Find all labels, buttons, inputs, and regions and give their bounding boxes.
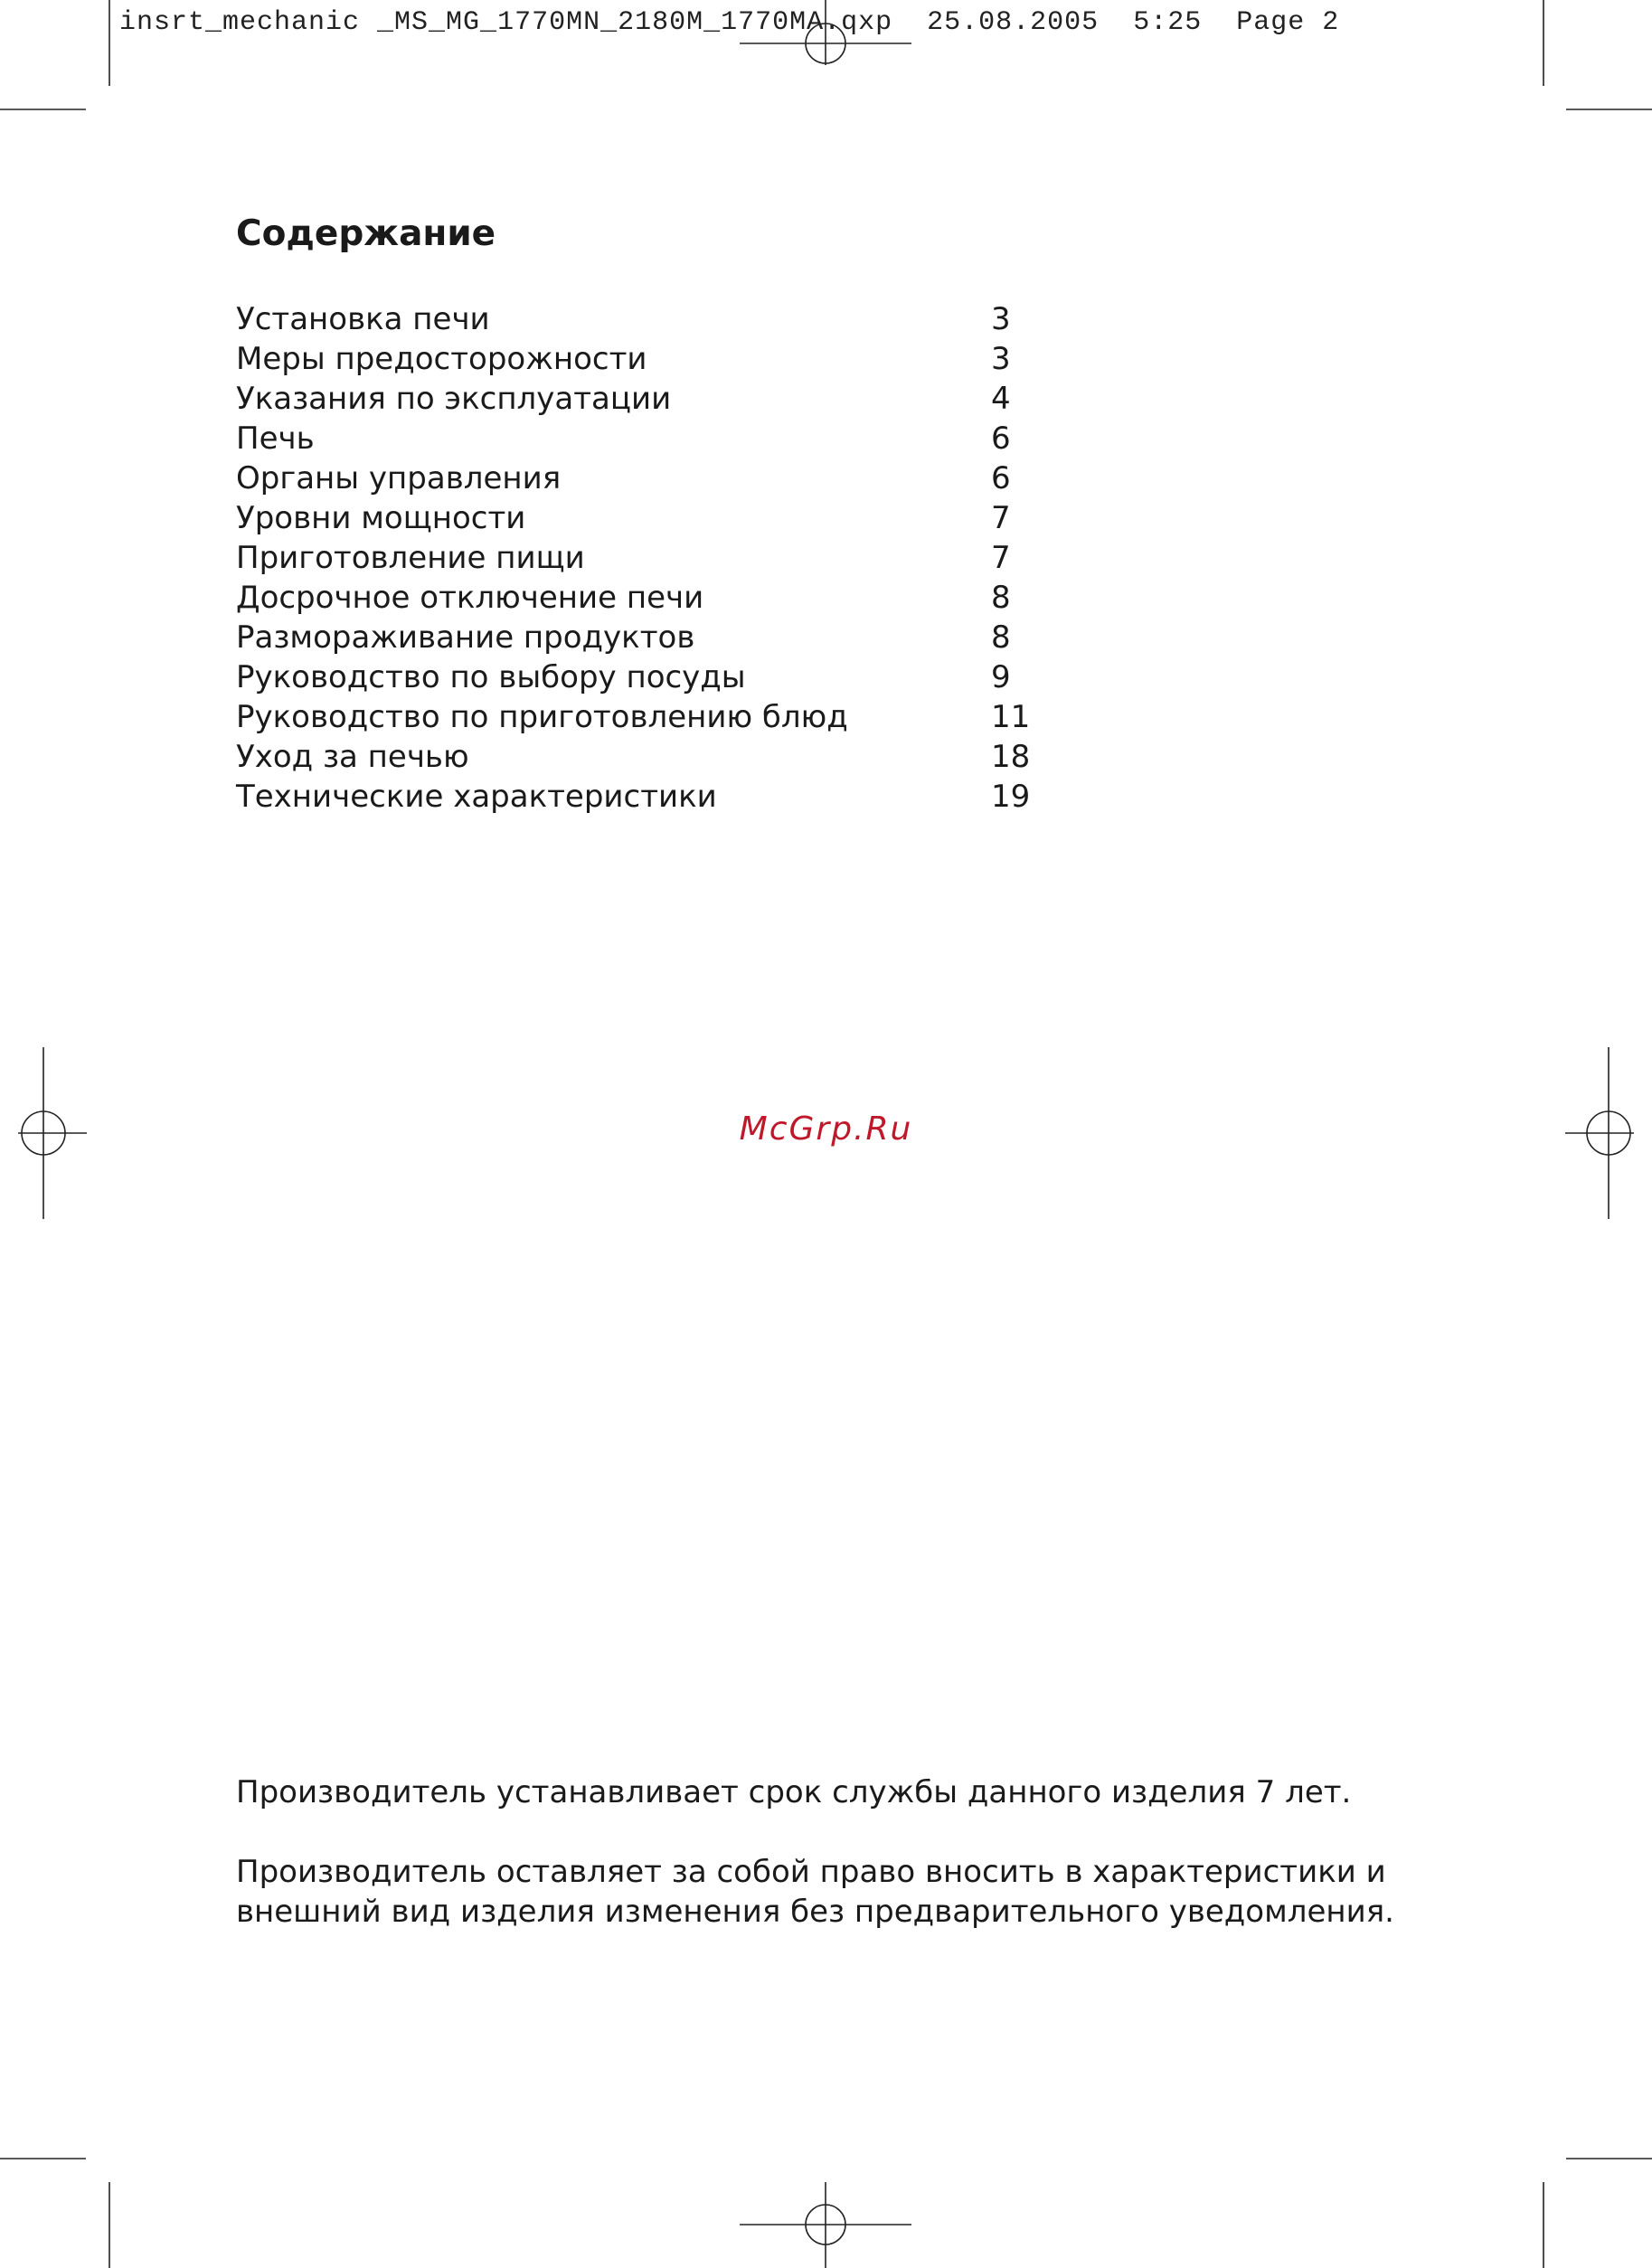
toc-entry-page: 4 bbox=[991, 381, 1011, 417]
toc-entry-label: Печь bbox=[236, 421, 315, 457]
toc-entry-label: Установка печи bbox=[236, 301, 490, 337]
toc-entry bbox=[236, 299, 1050, 339]
toc-entry-label: Руководство по выбору посуды bbox=[236, 659, 746, 695]
toc-entry-page: 18 bbox=[991, 739, 1031, 775]
watermark-text: McGrp.Ru bbox=[739, 1110, 913, 1148]
toc-entry-page: 6 bbox=[991, 421, 1011, 457]
toc-entry-label: Органы управления bbox=[236, 460, 562, 496]
toc-entry bbox=[236, 379, 1050, 419]
toc-entry-label: Меры предосторожности bbox=[236, 341, 647, 377]
toc-entry-page: 7 bbox=[991, 540, 1011, 576]
toc-entry bbox=[236, 777, 1050, 817]
toc-entry-label: Досрочное отключение печи bbox=[236, 580, 704, 616]
toc-entry bbox=[236, 657, 1050, 697]
toc-entry bbox=[236, 538, 1050, 578]
slug-page-label: Page 2 bbox=[1236, 7, 1340, 38]
table-of-contents bbox=[236, 299, 1050, 817]
contents-title: Содержание bbox=[236, 213, 496, 254]
toc-entry-page: 3 bbox=[991, 301, 1011, 337]
toc-entry bbox=[236, 618, 1050, 657]
toc-entry-label: Размораживание продуктов bbox=[236, 619, 695, 656]
toc-entry bbox=[236, 578, 1050, 618]
rights-note: Производитель оставляет за собой право вносить в характеристики и внешний вид изделия изменения без предварительного уведомления. bbox=[236, 1854, 1394, 1930]
toc-entry-page: 8 bbox=[991, 619, 1011, 656]
slug-filename: insrt_mechanic _MS_MG_1770MN_2180M_1770MA.qxp bbox=[119, 7, 893, 38]
toc-entry-page: 3 bbox=[991, 341, 1011, 377]
toc-entry bbox=[236, 737, 1050, 777]
service-life-note: Производитель устанавливает срок службы данного изделия 7 лет. bbox=[236, 1774, 1352, 1810]
toc-entry bbox=[236, 697, 1050, 737]
toc-entry-label: Технические характеристики bbox=[236, 779, 717, 815]
toc-entry bbox=[236, 498, 1050, 538]
toc-entry bbox=[236, 458, 1050, 498]
toc-entry-label: Уход за печью bbox=[236, 739, 469, 775]
toc-entry-label: Приготовление пищи bbox=[236, 540, 585, 576]
toc-entry bbox=[236, 339, 1050, 379]
toc-entry-label: Указания по эксплуатации bbox=[236, 381, 672, 417]
slug-time: 5:25 bbox=[1133, 7, 1203, 38]
toc-entry-page: 9 bbox=[991, 659, 1011, 695]
toc-entry-page: 8 bbox=[991, 580, 1011, 616]
toc-entry bbox=[236, 419, 1050, 458]
toc-entry-page: 6 bbox=[991, 460, 1011, 496]
toc-entry-label: Руководство по приготовлению блюд bbox=[236, 699, 848, 735]
toc-entry-label: Уровни мощности bbox=[236, 500, 526, 536]
registration-mark-top bbox=[740, 0, 911, 65]
toc-entry-page: 19 bbox=[991, 779, 1031, 815]
registration-mark-bottom bbox=[740, 2182, 911, 2268]
slug-date: 25.08.2005 bbox=[927, 7, 1100, 38]
toc-entry-page: 11 bbox=[991, 699, 1031, 735]
toc-entry-page: 7 bbox=[991, 500, 1011, 536]
